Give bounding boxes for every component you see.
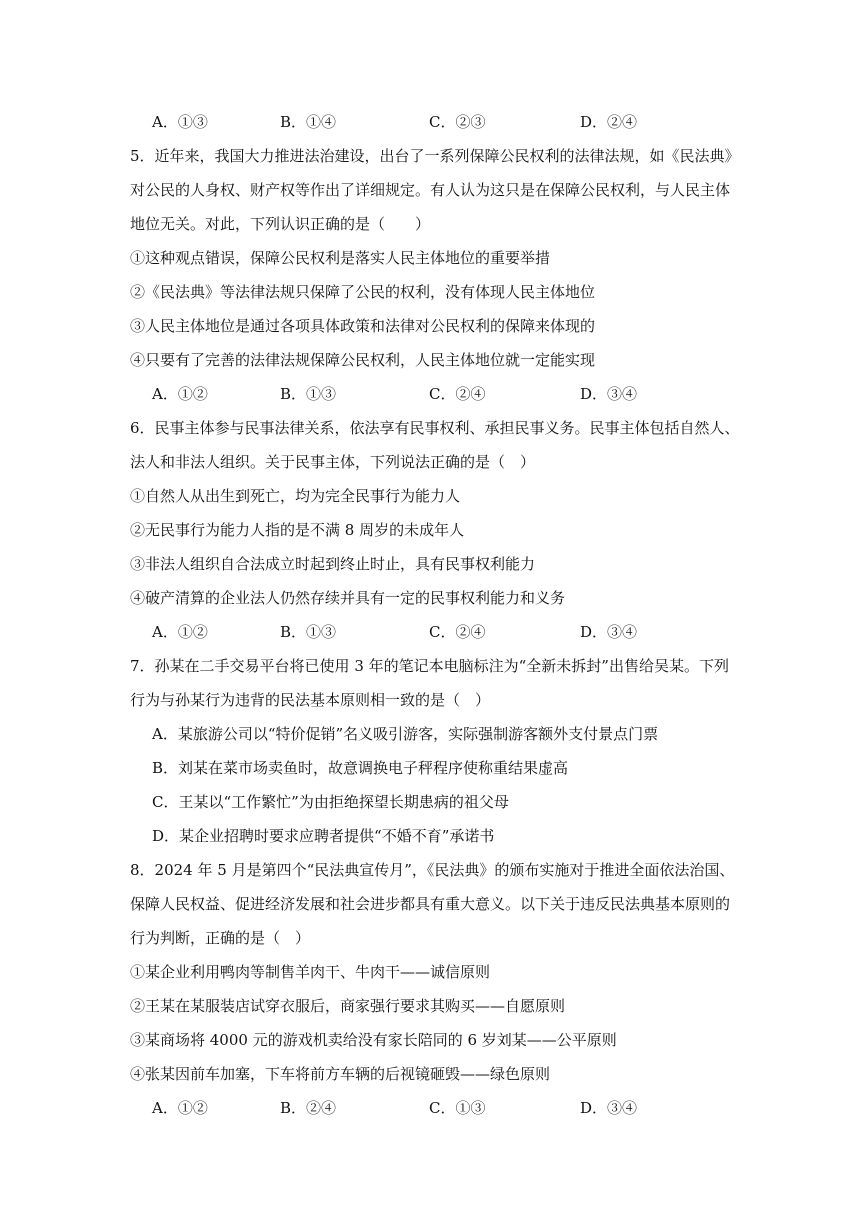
q5-options: [0, 384, 860, 404]
q7-stem-line-1: 7．孙某在二手交易平台将已使用 3 年的笔记本电脑标注为“全新未拆封”出售给吴某。下列: [130, 657, 729, 675]
q8-stem-line-1: 8．2024 年 5 月是第四个“民法典宣传月”，《民法典》的颁布实施对于推进全面依法治国、: [130, 861, 735, 879]
q5-option-d: D．③④: [580, 385, 638, 403]
q5-option-b: B．①③: [280, 385, 337, 403]
q6-stem-line-1: 6．民事主体参与民事法律关系，依法享有民事权利、承担民事义务。民事主体包括自然人、: [130, 419, 740, 437]
q6-option-b: B．①③: [280, 623, 337, 641]
q6-statement-4: ④破产清算的企业法人仍然存续并具有一定的民事权利能力和义务: [130, 589, 566, 607]
q7-option-c: C．王某以“工作繁忙”为由拒绝探望长期患病的祖父母: [152, 793, 509, 811]
q8-statement-4: ④张某因前车加塞，下车将前方车辆的后视镜砸毁——绿色原则: [130, 1065, 551, 1083]
q8-stem-line-2: 保障人民权益、促进经济发展和社会进步都具有重大意义。以下关于违反民法典基本原则的: [130, 895, 731, 913]
q6-option-c: C．②④: [429, 623, 486, 641]
q8-options: [0, 1098, 860, 1118]
q6-option-a: A．①②: [152, 623, 208, 641]
q8-option-a: A．①②: [152, 1099, 208, 1117]
q4-option-a: A．①③: [152, 113, 208, 131]
q5-statement-3: ③人民主体地位是通过各项具体政策和法律对公民权利的保障来体现的: [130, 317, 596, 335]
q4-option-b: B．①④: [280, 113, 337, 131]
q5-statement-1: ①这种观点错误，保障公民权利是落实人民主体地位的重要举措: [130, 249, 551, 267]
q5-statement-4: ④只要有了完善的法律法规保障公民权利，人民主体地位就一定能实现: [130, 351, 596, 369]
q5-stem-line-2: 对公民的人身权、财产权等作出了详细规定。有人认为这只是在保障公民权利，与人民主体: [130, 181, 731, 199]
q8-statement-3: ③某商场将 4000 元的游戏机卖给没有家长陪同的 6 岁刘某——公平原则: [130, 1031, 617, 1049]
q5-option-c: C．②④: [429, 385, 486, 403]
q4-option-c: C．②③: [429, 113, 486, 131]
q8-statement-1: ①某企业利用鸭肉等制售羊肉干、牛肉干——诚信原则: [130, 963, 491, 981]
q8-option-d: D．③④: [580, 1099, 638, 1117]
q5-statement-2: ②《民法典》等法律法规只保障了公民的权利，没有体现人民主体地位: [130, 283, 596, 301]
q7-option-a: A．某旅游公司以“特价促销”名义吸引游客，实际强制游客额外支付景点门票: [152, 725, 659, 743]
q6-option-d: D．③④: [580, 623, 638, 641]
q4-option-d: D．②④: [580, 113, 638, 131]
q8-statement-2: ②王某在某服装店试穿衣服后，商家强行要求其购买——自愿原则: [130, 997, 566, 1015]
q4-options: [0, 112, 860, 132]
q6-statement-3: ③非法人组织自合法成立时起到终止时止，具有民事权利能力: [130, 555, 536, 573]
q8-option-c: C．①③: [429, 1099, 486, 1117]
q8-stem-line-3: 行为判断，正确的是（ ）: [130, 929, 311, 947]
q5-stem-line-1: 5．近年来，我国大力推进法治建设，出台了一系列保障公民权利的法律法规，如《民法典》: [130, 147, 740, 165]
q6-statement-1: ①自然人从出生到死亡，均为完全民事行为能力人: [130, 487, 461, 505]
q5-option-a: A．①②: [152, 385, 208, 403]
q5-stem-line-3: 地位无关。对此，下列认识正确的是（ ）: [130, 215, 431, 233]
q6-options: [0, 622, 860, 642]
q6-stem-line-2: 法人和非法人组织。关于民事主体，下列说法正确的是（ ）: [130, 453, 536, 471]
q7-stem-line-2: 行为与孙某行为违背的民法基本原则相一致的是（ ）: [130, 691, 491, 709]
q7-option-b: B．刘某在菜市场卖鱼时，故意调换电子秤程序使称重结果虚高: [152, 759, 569, 777]
q6-statement-2: ②无民事行为能力人指的是不满 8 周岁的未成年人: [130, 521, 465, 539]
q7-option-d: D．某企业招聘时要求应聘者提供“不婚不育”承诺书: [152, 827, 495, 845]
q8-option-b: B．②④: [280, 1099, 337, 1117]
